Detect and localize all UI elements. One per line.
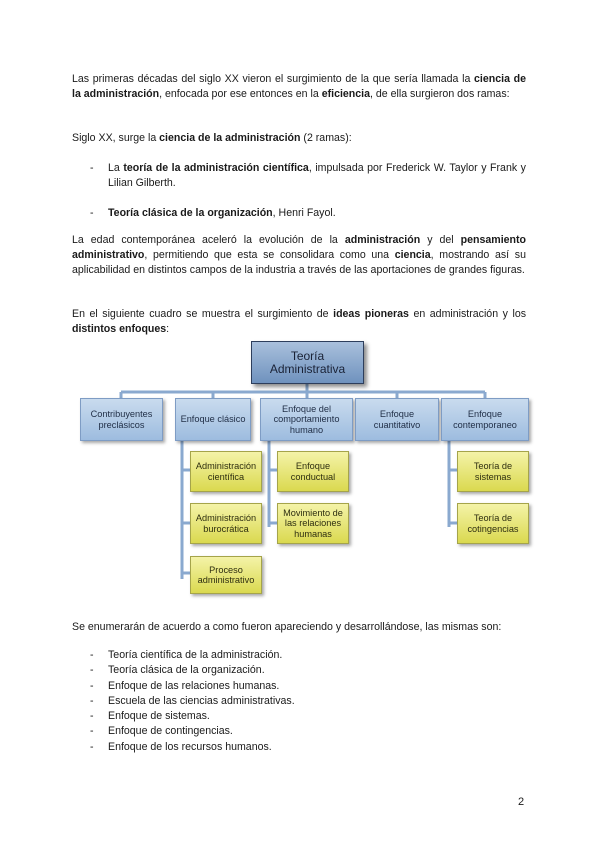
diagram-enfoque-cuantitativo: Enfoque cuantitativo — [355, 398, 439, 441]
diagram-root-teoria-administrativa: Teoría Administrativa — [251, 341, 364, 384]
paragraph-cuadro: En el siguiente cuadro se muestra el surgimiento de ideas pioneras en administración y los distintos enfoques: — [72, 308, 527, 335]
diagram-administracion-burocratica: Administración burocrática — [190, 503, 262, 544]
diagram-enfoque-comportamiento: Enfoque del comportamiento humano — [260, 398, 353, 441]
diagram-enfoque-clasico: Enfoque clásico — [175, 398, 251, 441]
diagram-teoria-contingencias: Teoría de cotingencias — [457, 503, 529, 544]
paragraph-enumeracion: Se enumerarán de acuerdo a como fueron apareciendo y desarrollándose, las mismas son: — [72, 621, 502, 633]
list-item: - Enfoque de sistemas. — [90, 710, 210, 723]
list-item: - Teoría científica de la administración. — [90, 649, 283, 661]
list-item: - Enfoque de los recursos humanos. — [90, 740, 272, 753]
list-item: - Teoría clásica de la organización. — [90, 664, 265, 677]
bullet-dash: - — [90, 162, 94, 174]
diagram-relaciones-humanas: Movimiento de las relaciones humanas — [277, 503, 349, 544]
diagram-contribuyentes-preclasicos: Contribuyentes preclásicos — [80, 398, 163, 441]
diagram-proceso-administrativo: Proceso administrativo — [190, 556, 262, 594]
list-item: - Enfoque de las relaciones humanas. — [90, 679, 280, 692]
diagram-administracion-cientifica: Administración científica — [190, 451, 262, 492]
bullet-dash: - — [90, 207, 94, 219]
enfoques-list — [90, 648, 295, 755]
page-number: 2 — [518, 796, 525, 808]
list-item: - Enfoque de contingencias. — [90, 725, 233, 738]
paragraph-edad-contemporanea: La edad contemporánea aceleró la evolución de la administración y del pensamiento administrativo, permitiendo que esta se consolidara como una ciencia, mostrando así su aplicabilidad en distintos campos de la industria a través de las aportaciones de grandes figuras. — [72, 234, 526, 276]
bullet-administracion-cientifica: La teoría de la administración científica, impulsada por Frederick W. Taylor y Frank y Lilian Gilberth. — [108, 162, 526, 189]
list-item: - Escuela de las ciencias administrativas. — [90, 694, 295, 707]
diagram-teoria-sistemas: Teoría de sistemas — [457, 451, 529, 492]
bullet-teoria-clasica: Teoría clásica de la organización, Henri Fayol. — [108, 207, 336, 219]
paragraph-siglo-xx: Siglo XX, surge la ciencia de la administración (2 ramas): — [72, 132, 352, 144]
diagram-enfoque-contemporaneo: Enfoque contemporaneo — [441, 398, 529, 441]
diagram-enfoque-conductual: Enfoque conductual — [277, 451, 349, 492]
paragraph-intro: Las primeras décadas del siglo XX vieron el surgimiento de la que sería llamada la ciencia de la administración, enfocada por ese entonces en la eficiencia, de ella surgieron dos ramas: — [72, 73, 526, 100]
